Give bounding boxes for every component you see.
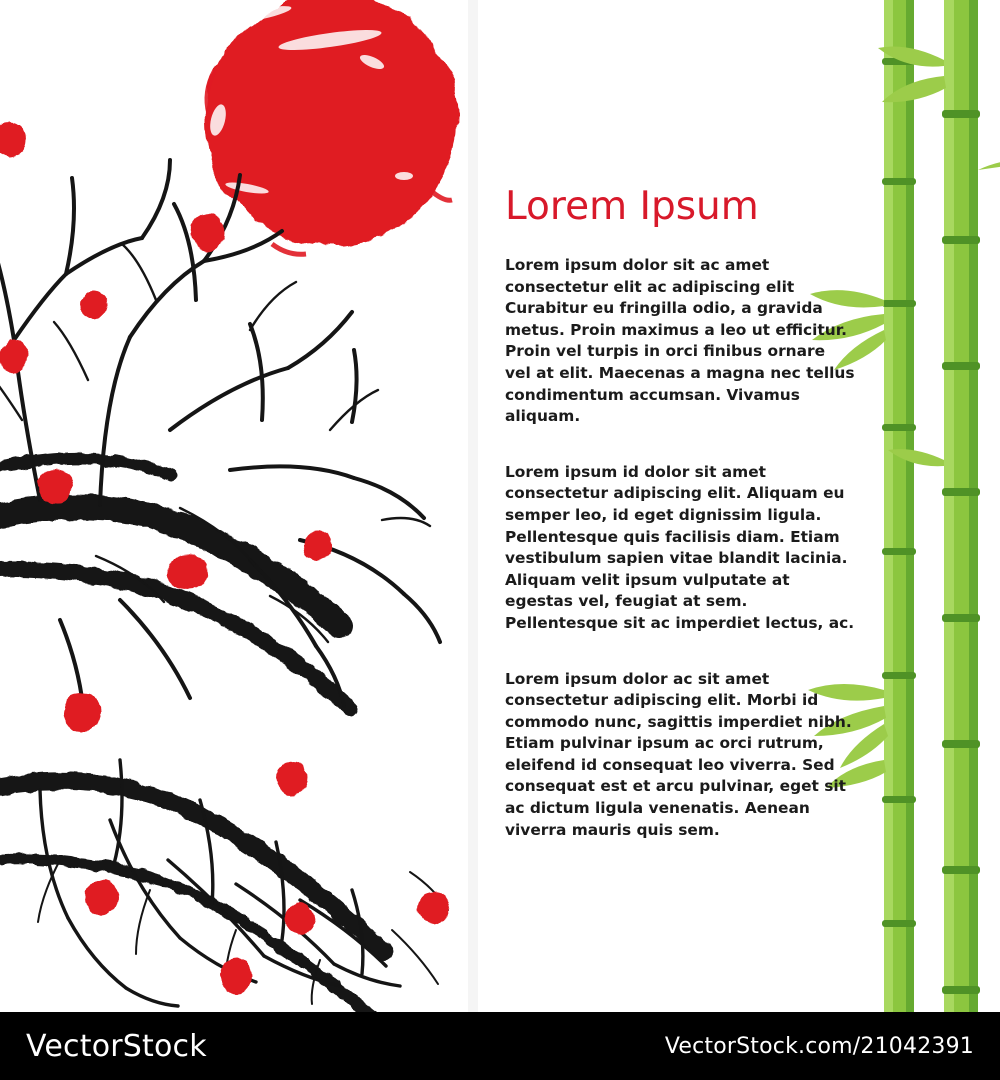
text-column	[505, 185, 865, 841]
site-url-label: VectorStock.com/21042391	[664, 1033, 974, 1059]
body-paragraph-3: Lorem ipsum dolor ac sit amet consectetur adipiscing elit. Morbi id commodo nunc, sagittis imperdiet nibh. Etiam pulvinar ipsum ac orci rutrum, eleifend id consequat leo viverra. Sed consequat est et arcu pulvinar, eget sit ac dictum ligula venenatis. Aenean viverra mauris quis sem.	[505, 669, 852, 839]
body-paragraph-1: Lorem ipsum dolor sit ac amet consectetur elit ac adipiscing elit Curabitur eu fringilla odio, a gravida metus. Proin maximus a leo ut efficitur. Proin vel turpis in orci finibus ornare vel at elit. Maecenas a magna nec tellus condimentum accumsan. Vivamus aliquam.	[505, 256, 855, 426]
brand-label: VectorStock	[26, 1028, 207, 1064]
page-title: Lorem Ipsum	[505, 184, 759, 229]
body-paragraph-2: Lorem ipsum id dolor sit amet consectetur adipiscing elit. Aliquam eu semper leo, id eget dignissim ligula. Pellentesque quis facilisis diam. Etiam vestibulum sapien vitae blandit lacinia. Aliquam velit ipsum vulputate at egestas vel, feugiat at sem. Pellentesque sit ac imperdiet lectus, ac.	[505, 462, 855, 632]
watermark-footer	[0, 1012, 1000, 1080]
